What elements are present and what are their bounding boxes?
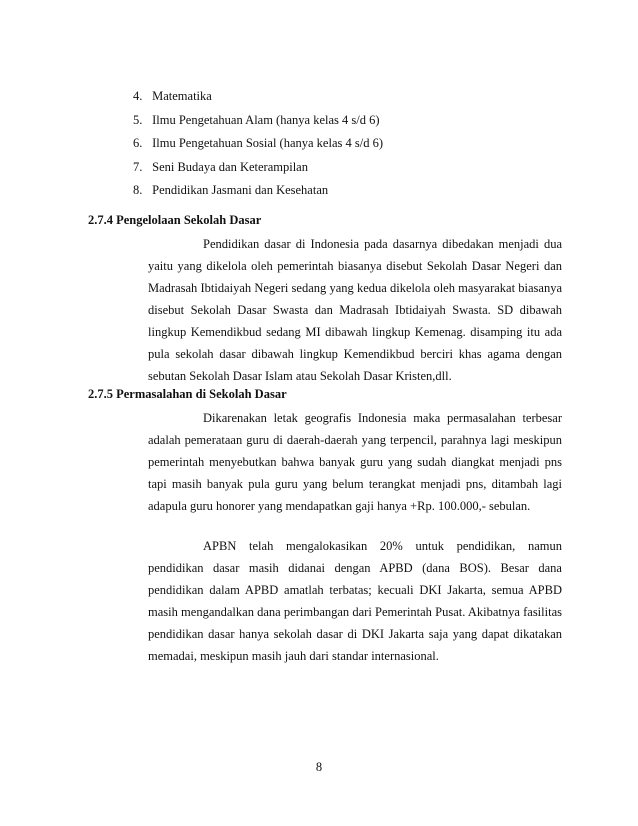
paragraph-permasalahan-1: Dikarenakan letak geografis Indonesia maka permasalahan terbesar adalah pemerataan guru di daerah-daerah yang terpencil, parahnya lagi meskipun pemerintah menyebutkan bahwa banyak guru yang sudah diangkat menjadi pns tapi masih banyak pula guru yang belum terangkat menjadi pns, ditambah lagi adapula guru honorer yang mendapatkan gaji hanya +Rp. 100.000,- sebulan.	[148, 411, 562, 513]
list-item-text: Pendidikan Jasmani dan Kesehatan	[152, 183, 329, 197]
list-item	[133, 159, 383, 183]
list-item-text: Ilmu Pengetahuan Alam (hanya kelas 4 s/d 6)	[152, 112, 380, 127]
list-item-text: Matematika	[152, 89, 212, 103]
list-item-number: 5.	[133, 112, 143, 127]
list-item-number: 7.	[133, 159, 143, 174]
list-item	[133, 135, 383, 159]
list-item-number: 4.	[133, 89, 143, 103]
section-heading-2-7-5: 2.7.5 Permasalahan di Sekolah Dasar	[88, 387, 287, 401]
section-heading-2-7-4: 2.7.4 Pengelolaan Sekolah Dasar	[88, 213, 262, 227]
list-item	[133, 112, 383, 136]
page-number: 8	[315, 760, 323, 774]
list-item-number: 6.	[133, 136, 143, 150]
list-item	[133, 88, 383, 112]
paragraph-pengelolaan: Pendidikan dasar di Indonesia pada dasarnya dibedakan menjadi dua yaitu yang dikelola oleh pemerintah biasanya disebut Sekolah Dasar Negeri dan Madrasah Ibtidaiyah Negeri sedang yang kedua dikelola oleh masyarakat biasanya disebut Sekolah Dasar Swasta dan Madrasah Ibtidaiyah Swasta. SD dibawah lingkup Kemendikbud sedang MI dibawah lingkup Kemenag. disamping itu ada pula sekolah dasar dibawah lingkup Kemendikbud berciri khas agama dengan sebutan Sekolah Dasar Islam atau Sekolah Dasar Kristen,dll.	[148, 237, 562, 383]
list-item-number: 8.	[133, 183, 143, 197]
list-item-text: Ilmu Pengetahuan Sosial (hanya kelas 4 s/d 6)	[152, 136, 383, 150]
list-item-text: Seni Budaya dan Keterampilan	[152, 159, 308, 174]
paragraph-permasalahan-2: APBN telah mengalokasikan 20% untuk pendidikan, namun pendidikan dasar masih didanai dengan APBD (dana BOS). Besar dana pendidikan dalam APBD amatlah terbatas; kecuali DKI Jakarta, semua APBD masih mengandalkan dana perimbangan dari Pemerintah Pusat. Akibatnya fasilitas pendidikan dasar hanya sekolah dasar di DKI Jakarta saja yang dapat dikatakan memadai, meskipun masih jauh dari standar internasional.	[148, 539, 562, 663]
list-item	[133, 182, 383, 206]
subject-list	[133, 88, 383, 206]
